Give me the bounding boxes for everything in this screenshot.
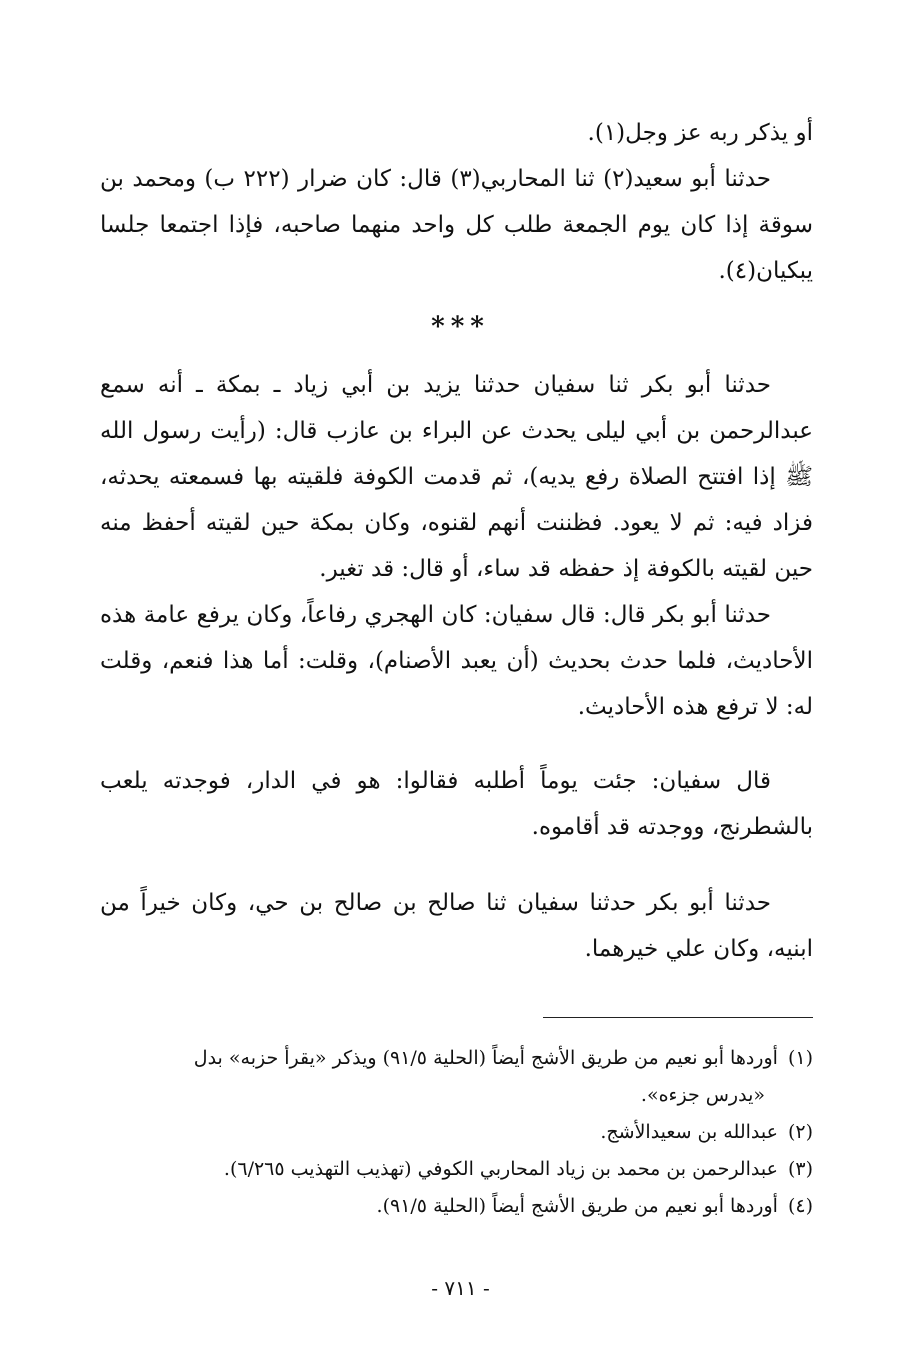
footnote-separator <box>543 1017 813 1018</box>
footnote-text: عبدالرحمن بن محمد بن زياد المحاربي الكوفي (تهذيب التهذيب ٦/٢٦٥). <box>223 1158 778 1180</box>
footnote-text: عبدالله بن سعيدالأشج. <box>600 1121 778 1143</box>
footnote-2 <box>100 1114 813 1151</box>
main-text-middle <box>100 362 813 730</box>
paragraph-6: حدثنا أبو بكر حدثنا سفيان ثنا صالح بن صالح بن حي، وكان خيراً من ابنيه، وكان علي خيرهما. <box>100 890 813 962</box>
footnote-1-continuation <box>100 1077 813 1114</box>
footnotes <box>100 1040 813 1225</box>
footnote-1 <box>100 1040 813 1077</box>
main-text-p5 <box>100 758 813 850</box>
main-text-p6 <box>100 880 813 972</box>
footnote-text: أوردها أبو نعيم من طريق الأشج أيضاً (الحلية ٩١/٥) ويذكر «يقرأ حزبه» بدل <box>193 1047 778 1069</box>
footnote-4 <box>100 1188 813 1225</box>
footnote-number: (٢) <box>787 1121 813 1143</box>
section-separator-stars: *** <box>431 312 490 342</box>
footnote-number: (١) <box>787 1047 813 1069</box>
paragraph-2: حدثنا أبو سعيد(٢) ثنا المحاربي(٣) قال: كان ضرار (٢٢٢ ب) ومحمد بن سوقة إذا كان يوم الجمعة طلب كل واحد منهما صاحبه، فإذا اجتمعا جلسا يبكيان(٤). <box>100 166 813 284</box>
footnote-number: (٣) <box>787 1158 813 1180</box>
footnote-text: أوردها أبو نعيم من طريق الأشج أيضاً (الحلية ٩١/٥). <box>376 1195 778 1217</box>
paragraph-1: أو يذكر ربه عز وجل(١). <box>587 120 813 146</box>
footnote-text: «يدرس جزءه». <box>640 1084 765 1106</box>
paragraph-3: حدثنا أبو بكر ثنا سفيان حدثنا يزيد بن أبي زياد ـ بمكة ـ أنه سمع عبدالرحمن بن أبي ليلى يحدث عن البراء بن عازب قال: (رأيت رسول الله ﷺ إذا افتتح الصلاة رفع يديه)، ثم قدمت الكوفة فلقيته بها فسمعته يحدثه، فزاد فيه: ثم لا يعود. فظننت أنهم لقنوه، وكان بمكة حين لقيته أحفظ منه حين لقيته بالكوفة إذ حفظه قد ساء، أو قال: قد تغير. <box>100 372 813 582</box>
paragraph-5: قال سفيان: جئت يوماً أطلبه فقالوا: هو في الدار، فوجدته يلعب بالشطرنج، ووجدته قد أقاموه. <box>100 768 813 840</box>
main-text-top <box>100 110 813 294</box>
page-number: - ٧١١ - <box>431 1276 490 1300</box>
paragraph-4: حدثنا أبو بكر قال: قال سفيان: كان الهجري رفاعاً، وكان يرفع عامة هذه الأحاديث، فلما حدث بحديث (أن يعبد الأصنام)، وقلت: أما هذا فنعم، وقلت له: لا ترفع هذه الأحاديث. <box>100 602 813 720</box>
footnote-3 <box>100 1151 813 1188</box>
footnote-number: (٤) <box>787 1195 813 1217</box>
